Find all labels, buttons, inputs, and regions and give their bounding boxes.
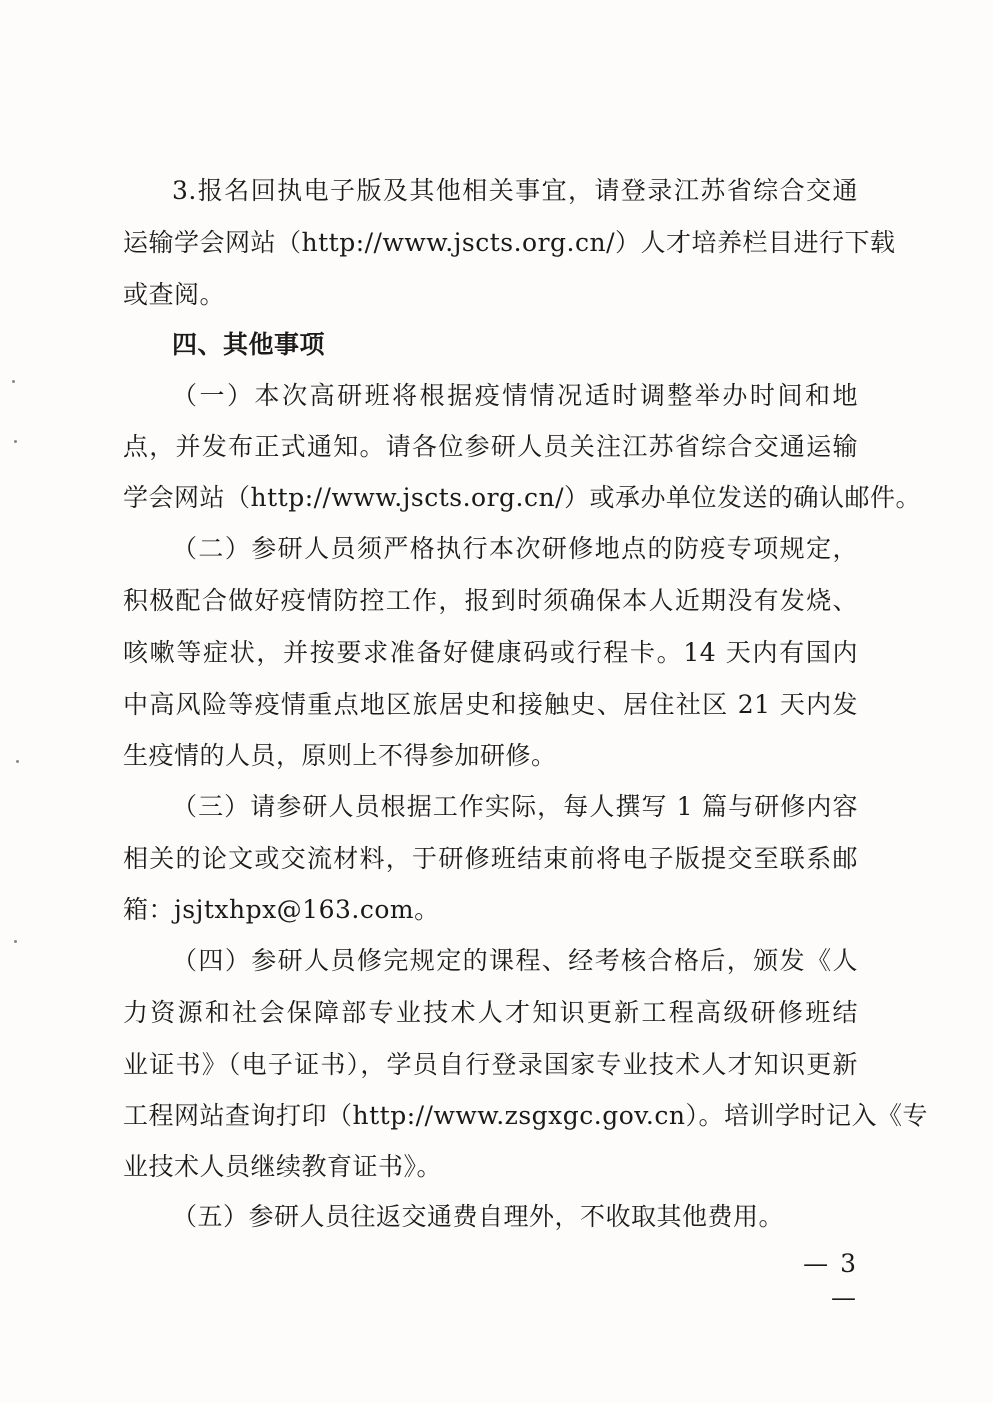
paragraph-3-line-1: 3.报名回执电子版及其他相关事宜，请登录江苏省综合交通 [172, 176, 858, 205]
item-3-line-2: 相关的论文或交流材料，于研修班结束前将电子版提交至联系邮 [123, 844, 858, 873]
item-2-line-1: （二）参研人员须严格执行本次研修地点的防疫专项规定， [172, 534, 858, 563]
item-2-line-4: 中高风险等疫情重点地区旅居史和接触史、居住社区 21 天内发 [123, 690, 858, 719]
paragraph-3-line-2: 运输学会网站（http://www.jscts.org.cn/）人才培养栏目进行下载 [123, 228, 896, 257]
item-2-line-2: 积极配合做好疫情防控工作，报到时须确保本人近期没有发烧、 [123, 586, 858, 615]
scan-speck [12, 380, 15, 383]
page-number: — 3 — [803, 1249, 858, 1312]
item-4-line-2: 力资源和社会保障部专业技术人才知识更新工程高级研修班结 [123, 998, 858, 1027]
item-3-line-3: 箱：jsjtxhpx@163.com。 [123, 895, 440, 924]
scan-speck [14, 940, 17, 943]
item-2-line-5: 生疫情的人员，原则上不得参加研修。 [123, 741, 557, 770]
item-5-line-1: （五）参研人员往返交通费自理外，不收取其他费用。 [172, 1202, 785, 1231]
item-4-line-5: 业技术人员继续教育证书》。 [123, 1152, 443, 1181]
item-1-line-2: 点，并发布正式通知。请各位参研人员关注江苏省综合交通运输 [123, 432, 858, 461]
item-2-line-3: 咳嗽等症状，并按要求准备好健康码或行程卡。14 天内有国内 [123, 638, 858, 667]
item-1-line-3: 学会网站（http://www.jscts.org.cn/）或承办单位发送的确认邮件。 [123, 483, 922, 512]
section-heading: 四、其他事项 [172, 330, 326, 359]
item-4-line-3: 业证书》（电子证书），学员自行登录国家专业技术人才知识更新 [123, 1050, 858, 1079]
paragraph-3-line-3: 或查阅。 [123, 280, 226, 309]
scan-speck [14, 440, 17, 443]
scan-speck [16, 760, 19, 763]
item-1-line-1: （一）本次高研班将根据疫情情况适时调整举办时间和地 [172, 381, 858, 410]
item-4-line-1: （四）参研人员修完规定的课程、经考核合格后，颁发《人 [172, 946, 858, 975]
item-4-line-4: 工程网站查询打印（http://www.zsgxgc.gov.cn）。培训学时记入《专 [123, 1101, 928, 1130]
item-3-line-1: （三）请参研人员根据工作实际，每人撰写 1 篇与研修内容 [172, 792, 858, 821]
